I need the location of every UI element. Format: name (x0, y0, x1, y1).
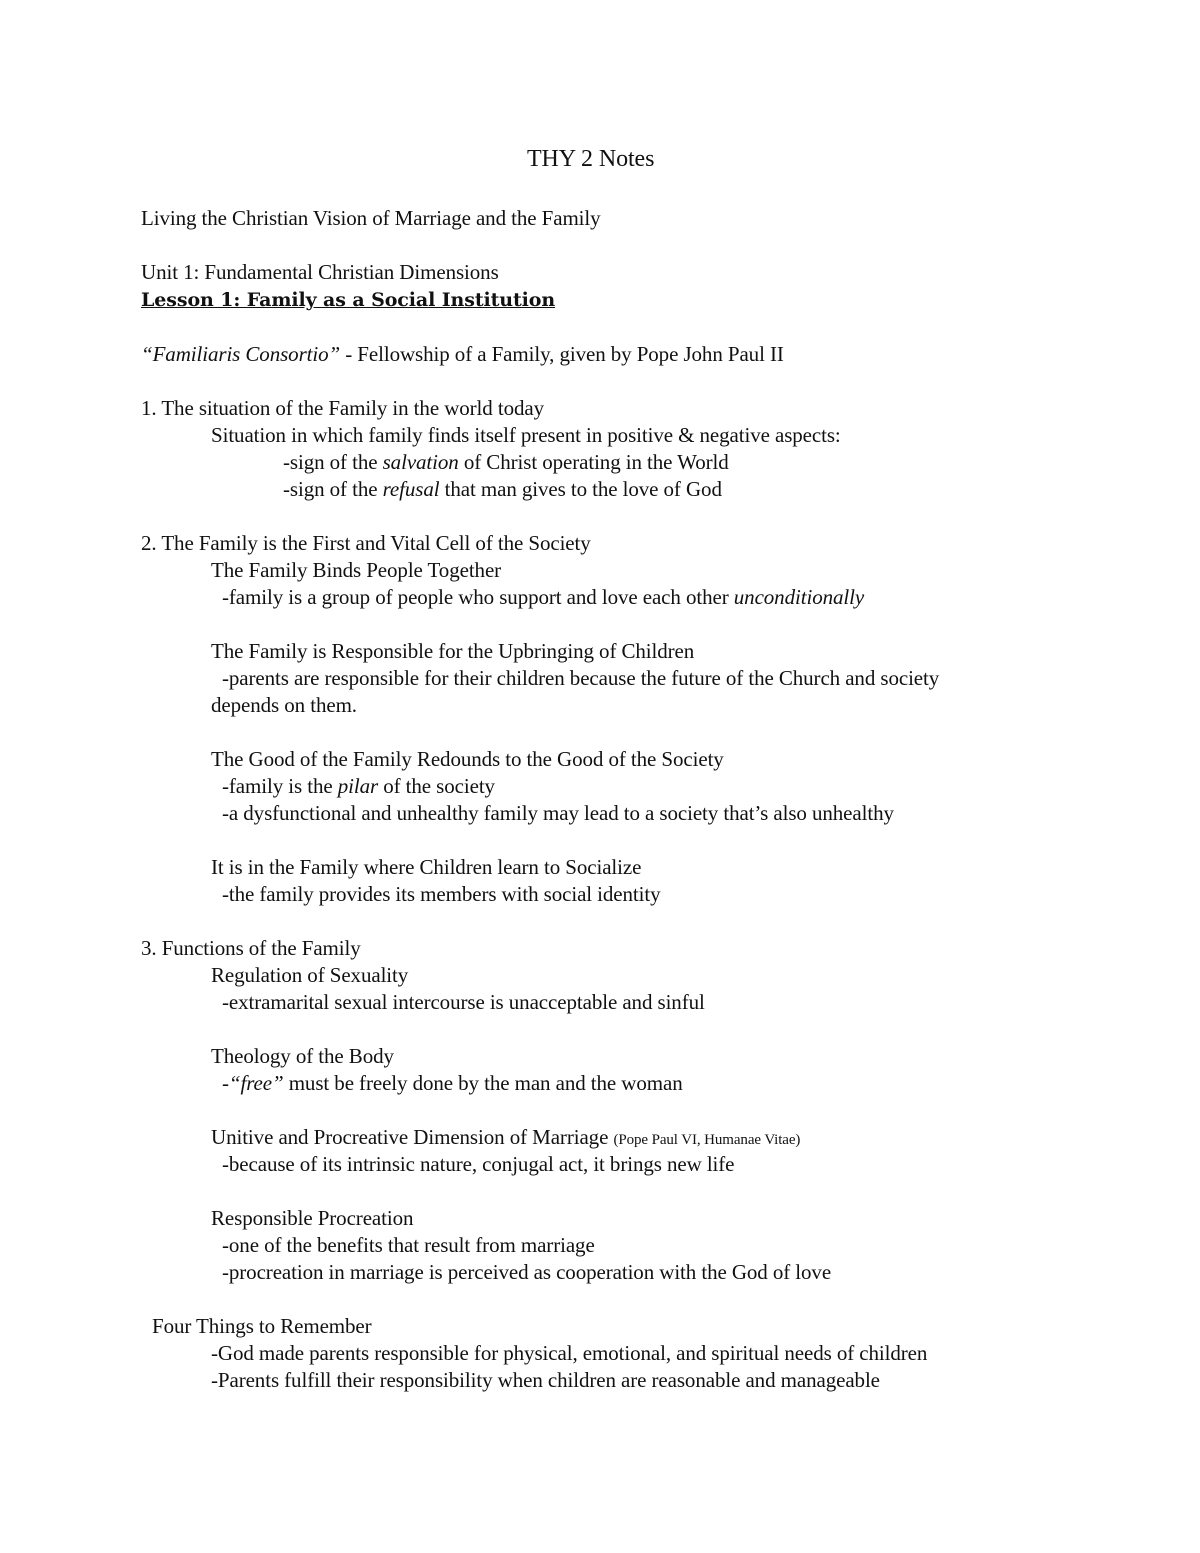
section-2-a-bullet: -family is a group of people who support and love each other unconditionally (222, 585, 865, 609)
section-2-subheading-c: The Good of the Family Redounds to the Good of the Society (211, 747, 724, 771)
unit-title: Unit 1: Fundamental Christian Dimensions (141, 260, 499, 284)
intro-rest: - Fellowship of a Family, given by Pope John Paul II (340, 342, 784, 366)
remember-heading: Four Things to Remember (152, 1314, 372, 1338)
course-title: Living the Christian Vision of Marriage and the Family (141, 206, 601, 230)
section-2-b-bullet-line-1: -parents are responsible for their children because the future of the Church and society (222, 666, 940, 690)
section-3-b-bullet: -“free” must be freely done by the man and the woman (222, 1071, 683, 1095)
intro-line (141, 341, 784, 368)
remember-item-1: -God made parents responsible for physical, emotional, and spiritual needs of children (211, 1341, 928, 1365)
section-3-heading: 3. Functions of the Family (141, 936, 361, 960)
section-1-bullet-2: -sign of the refusal that man gives to the love of God (283, 477, 722, 501)
section-2-subheading-b: The Family is Responsible for the Upbringing of Children (211, 639, 695, 663)
section-2-c-bullet-2: -a dysfunctional and unhealthy family may lead to a society that’s also unhealthy (222, 801, 894, 825)
section-3-d-bullet-1: -one of the benefits that result from marriage (222, 1233, 595, 1257)
section-3-subheading-c: Unitive and Procreative Dimension of Marriage (Pope Paul VI, Humanae Vitae) (211, 1125, 801, 1149)
section-2-subheading-d: It is in the Family where Children learn to Socialize (211, 855, 642, 879)
section-1-subheading: Situation in which family finds itself present in positive & negative aspects: (211, 423, 841, 447)
section-3-d-bullet-2: -procreation in marriage is perceived as cooperation with the God of love (222, 1260, 832, 1284)
remember-item-2: -Parents fulfill their responsibility when children are reasonable and manageable (211, 1368, 880, 1392)
section-1-heading: 1. The situation of the Family in the world today (141, 396, 544, 420)
section-2-subheading-a: The Family Binds People Together (211, 558, 502, 582)
section-2-d-bullet: -the family provides its members with social identity (222, 882, 661, 906)
section-3-c-note: (Pope Paul VI, Humanae Vitae) (613, 1132, 801, 1148)
section-2-b-bullet-line-2: depends on them. (211, 693, 357, 717)
lesson-heading: Lesson 1: Family as a Social Institution (141, 289, 556, 311)
section-3-subheading-a: Regulation of Sexuality (211, 963, 409, 987)
section-2-heading: 2. The Family is the First and Vital Cell of the Society (141, 531, 591, 555)
page-title: THY 2 Notes (527, 146, 655, 172)
section-3-a-bullet: -extramarital sexual intercourse is unacceptable and sinful (222, 990, 705, 1014)
section-3-c-bullet: -because of its intrinsic nature, conjugal act, it brings new life (222, 1152, 735, 1176)
section-2-c-bullet-1: -family is the pilar of the society (222, 774, 495, 798)
intro-term: “Familiaris Consortio” (141, 342, 341, 366)
section-3-subheading-b: Theology of the Body (211, 1044, 394, 1068)
section-3-subheading-d: Responsible Procreation (211, 1206, 414, 1230)
section-1-bullet-1: -sign of the salvation of Christ operating in the World (283, 450, 729, 474)
